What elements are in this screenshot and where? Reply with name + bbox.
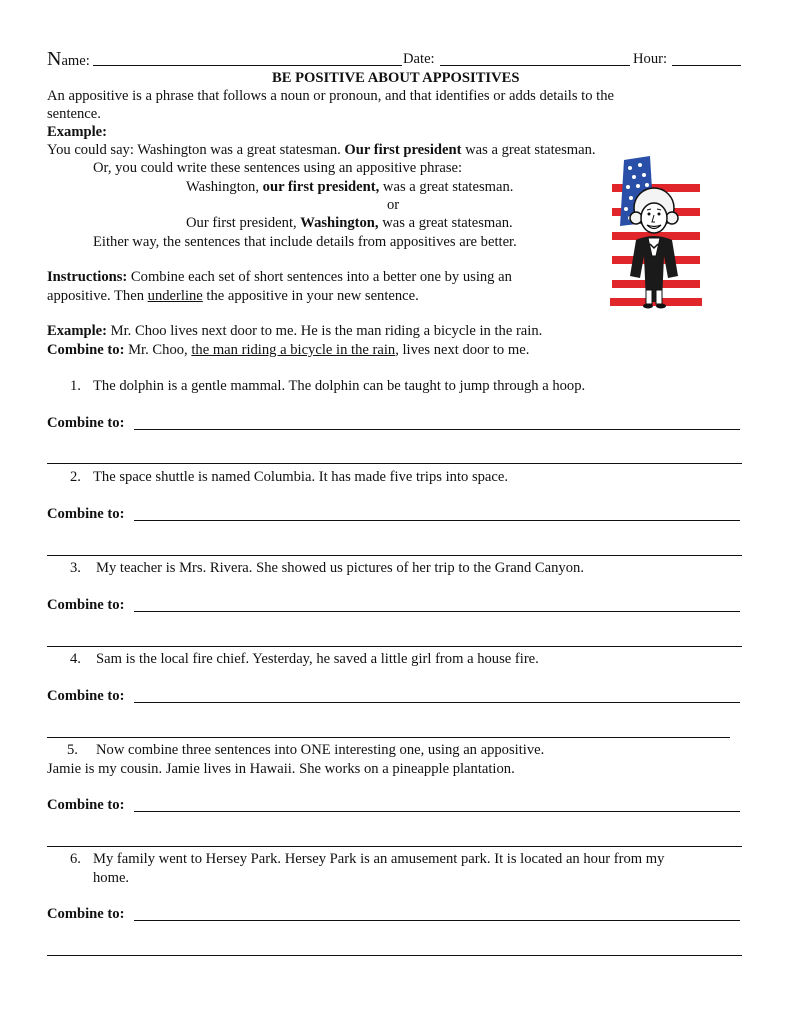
example-heading: Example: (47, 124, 107, 140)
item-2-number: 2. (70, 469, 81, 485)
item-5-answer-line-1[interactable] (134, 811, 740, 812)
item-3-answer-line-1[interactable] (134, 611, 740, 612)
item-4-combine-label: Combine to: (47, 688, 125, 704)
item-6-number: 6. (70, 851, 81, 867)
item-3-answer-line-2[interactable] (47, 646, 742, 647)
item-2-text: The space shuttle is named Columbia. It has made five trips into space. (93, 469, 509, 485)
example-line-1: You could say: Washington was a great statesman. Our first president was a great statesman. (47, 142, 596, 158)
item-4-answer-line-2[interactable] (47, 737, 730, 738)
item-1-combine-label: Combine to: (47, 415, 125, 431)
date-label: Date: (403, 51, 435, 67)
item-6-text-2: home. (93, 870, 130, 886)
item-6-answer-line-1[interactable] (134, 920, 740, 921)
item-1-answer-line-2[interactable] (47, 463, 742, 464)
item-1-answer-line-1[interactable] (134, 429, 740, 430)
hour-label: Hour: (633, 51, 668, 67)
item-5-number: 5. (67, 742, 78, 758)
hour-field[interactable] (672, 65, 741, 66)
item-4-text: Sam is the local fire chief. Yesterday, he saved a little girl from a house fire. (96, 651, 539, 667)
example-line-5: Either way, the sentences that include details from appositives are better. (93, 234, 517, 250)
george-washington-flag-icon (606, 152, 706, 312)
page-title: BE POSITIVE ABOUT APPOSITIVES (272, 70, 520, 86)
item-1-number: 1. (70, 378, 81, 394)
example-or: or (387, 197, 400, 213)
item-5-text-2: Jamie is my cousin. Jamie lives in Hawaii. She works on a pineapple plantation. (47, 761, 515, 777)
name-label: Name: (47, 48, 90, 70)
example-line-4: Our first president, Washington, was a great statesman. (186, 215, 513, 231)
item-6-answer-line-2[interactable] (47, 955, 742, 956)
date-field[interactable] (440, 65, 630, 66)
item-6-combine-label: Combine to: (47, 906, 125, 922)
item-2-answer-line-2[interactable] (47, 555, 742, 556)
item-4-number: 4. (70, 651, 81, 667)
item-3-combine-label: Combine to: (47, 597, 125, 613)
name-field[interactable] (93, 65, 402, 66)
example-line-3: Washington, our first president, was a great statesman. (186, 179, 514, 195)
item-6-text: My family went to Hersey Park. Hersey Park is an amusement park. It is located an hour from my (93, 851, 665, 867)
intro-line-2: sentence. (47, 106, 101, 122)
item-3-number: 3. (70, 560, 81, 576)
item-3-text: My teacher is Mrs. Rivera. She showed us pictures of her trip to the Grand Canyon. (96, 560, 584, 576)
item-5-combine-label: Combine to: (47, 797, 125, 813)
item-2-combine-label: Combine to: (47, 506, 125, 522)
worked-example-combine: Combine to: Mr. Choo, the man riding a bicycle in the rain, lives next door to me. (47, 342, 530, 358)
instructions-line-1: Instructions: Combine each set of short sentences into a better one by using an (47, 269, 512, 285)
instructions-line-2: appositive. Then underline the appositive in your new sentence. (47, 288, 419, 304)
item-5-answer-line-2[interactable] (47, 846, 742, 847)
example-line-2: Or, you could write these sentences using an appositive phrase: (93, 160, 463, 176)
item-4-answer-line-1[interactable] (134, 702, 740, 703)
item-5-text: Now combine three sentences into ONE interesting one, using an appositive. (96, 742, 545, 758)
item-2-answer-line-1[interactable] (134, 520, 740, 521)
intro-line-1: An appositive is a phrase that follows a noun or pronoun, and that identifies or adds details to the (47, 88, 615, 104)
item-1-text: The dolphin is a gentle mammal. The dolphin can be taught to jump through a hoop. (93, 378, 586, 394)
worked-example-line: Example: Mr. Choo lives next door to me. He is the man riding a bicycle in the rain. (47, 323, 543, 339)
